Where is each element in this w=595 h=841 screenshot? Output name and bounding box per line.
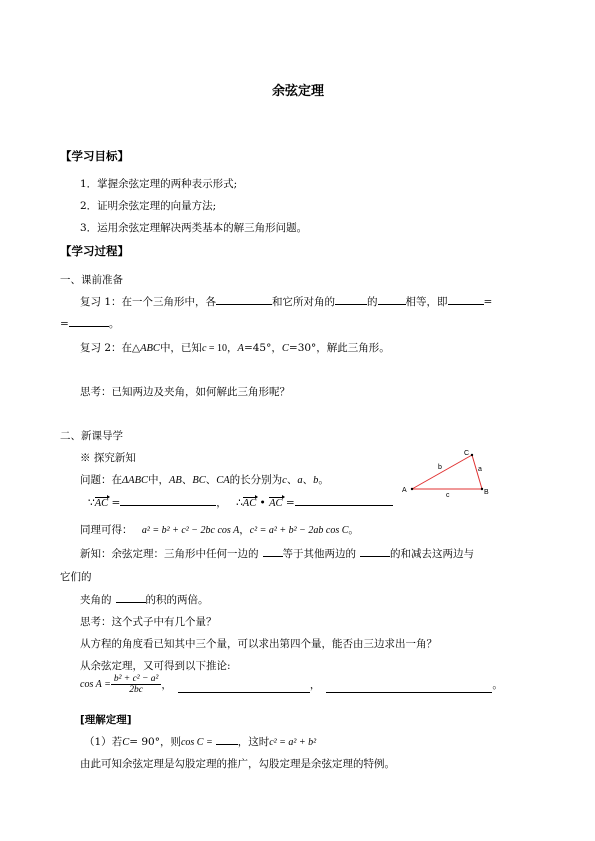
blank-field[interactable] — [116, 593, 146, 603]
label-c: c — [446, 492, 450, 499]
blank-field[interactable] — [178, 683, 310, 693]
blank-field[interactable] — [216, 295, 272, 305]
understand-heading: [理解定理] — [80, 714, 132, 726]
label-A: A — [402, 487, 407, 494]
blank-field[interactable] — [360, 547, 390, 557]
goal-item-3: 3．运用余弦定理解决两类基本的解三角形问题。 — [80, 222, 308, 234]
review-2: 复习 2：在△ABC中，已知c = 10，A=45°，C=30°，解此三角形。 — [80, 342, 390, 354]
part1-heading: 一、课前准备 — [60, 274, 123, 286]
vertex-b-dot — [481, 488, 483, 490]
label-b: b — [438, 464, 442, 471]
new-knowledge-2: 它们的 — [60, 571, 92, 583]
goals-heading: 【学习目标】 — [60, 149, 129, 163]
blank-field[interactable] — [378, 295, 406, 305]
blank-field[interactable] — [295, 496, 393, 506]
goal-item-2: 2．证明余弦定理的向量方法; — [80, 200, 217, 212]
label-a: a — [478, 466, 482, 473]
side-b — [412, 455, 472, 489]
cos-fraction: $\frac{\text{b² + c² − a²}}{2bc}$ — [111, 674, 162, 695]
blank-field[interactable] — [448, 295, 484, 305]
blank-field[interactable] — [120, 496, 216, 506]
new-knowledge: 新知：余弦定理：三角形中任何一边的 等于其他两边的 的和减去这两边与 — [80, 548, 474, 560]
page-title: 余弦定理 — [272, 84, 325, 99]
think-1: 思考：已知两边及夹角，如何解此三角形呢？ — [80, 386, 290, 398]
question: 问题：在ΔABC中，AB、BC、CA的长分别为c、a、b。 — [80, 474, 329, 486]
equation-view: 从方程的角度看已知其中三个量，可以求出第四个量，能否由三边求出一角？ — [80, 638, 437, 650]
label-B: B — [484, 489, 489, 496]
blank-field[interactable] — [335, 295, 367, 305]
understand-item-1: （1）若C= 90°，则cos C = ，这时c² = a² + b² — [84, 736, 317, 748]
vector-line: ∵AC = ， ∴AC • AC = — [88, 495, 393, 510]
blank-field[interactable] — [216, 735, 238, 745]
vertex-a-dot — [411, 488, 413, 490]
goal-item-1: 1．掌握余弦定理的两种表示形式; — [80, 178, 238, 190]
review-1-cont: = 。 — [60, 318, 120, 330]
part2-heading: 二、新课导学 — [60, 430, 123, 442]
corollary: 从余弦定理，又可得到以下推论: — [80, 660, 231, 672]
label-C: C — [464, 450, 470, 457]
think-2: 思考：这个式子中有几个量？ — [80, 616, 217, 628]
cos-formula-line: cos A = $\frac{\text{b² + c² − a²}}{2bc}$ ， ， 。 — [80, 674, 503, 695]
review-1: 复习 1：在一个三角形中，各 和它所对角的 的 相等，即 = — [80, 296, 493, 308]
similar-formulas: 同理可得： a² = b² + c² − 2bc cos A，c² = a² + b² − 2ab cos C。 — [80, 524, 359, 536]
conclusion: 由此可知余弦定理是勾股定理的推广，勾股定理是余弦定理的特例。 — [80, 758, 395, 770]
blank-field[interactable] — [263, 547, 283, 557]
blank-field[interactable] — [326, 683, 492, 693]
new-knowledge-3: 夹角的 的积的两倍。 — [80, 594, 209, 606]
process-heading: 【学习过程】 — [60, 244, 129, 258]
triangle-figure — [398, 445, 498, 501]
vertex-c-dot — [471, 454, 473, 456]
blank-field[interactable] — [69, 317, 109, 327]
explore-heading: ※ 探究新知 — [80, 452, 136, 464]
